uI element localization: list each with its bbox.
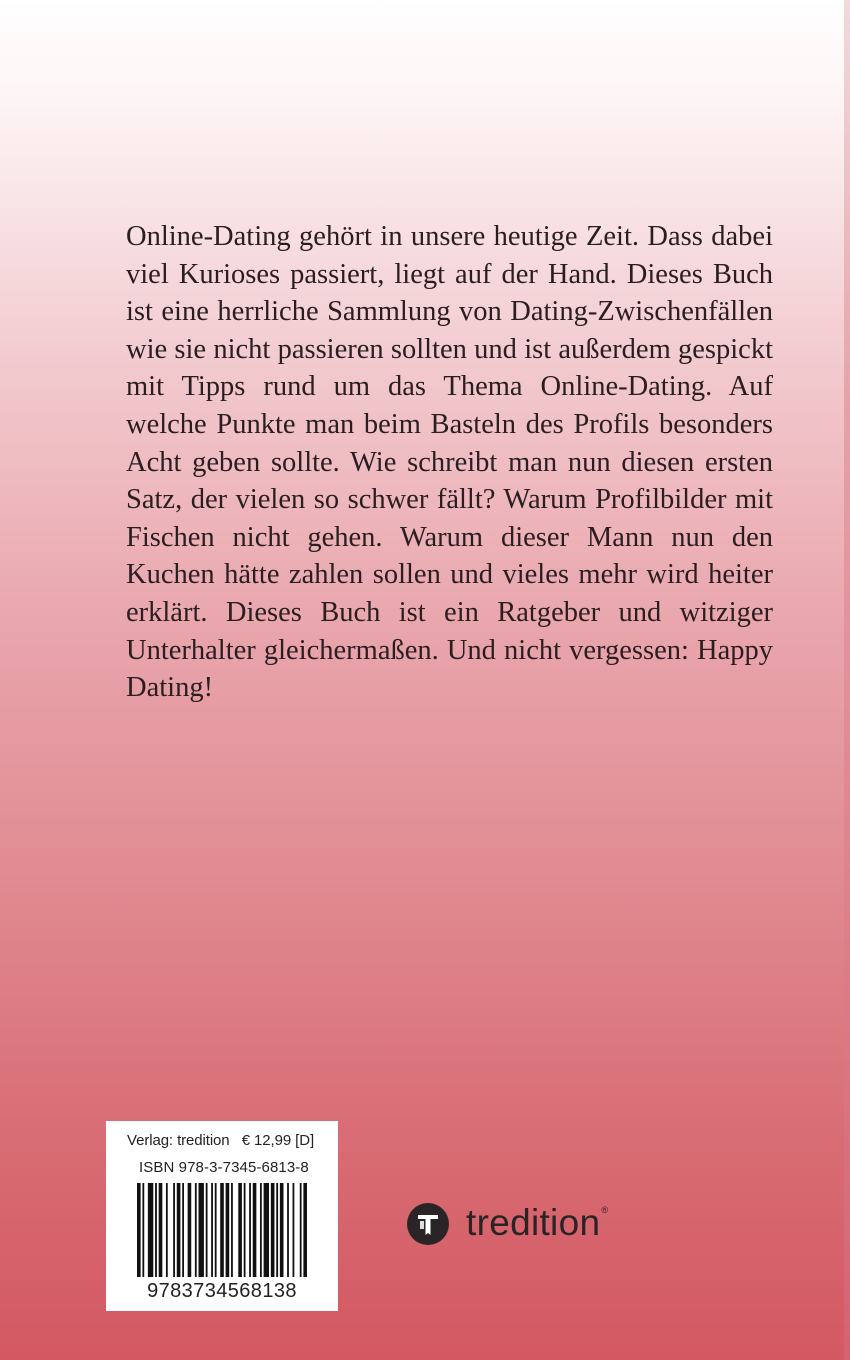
barcode-bar bbox=[198, 1183, 203, 1277]
barcode-bar bbox=[300, 1183, 302, 1277]
tredition-book-icon bbox=[406, 1202, 450, 1246]
barcode-bar bbox=[238, 1183, 242, 1277]
barcode-bars bbox=[137, 1183, 307, 1277]
cover-edge bbox=[844, 0, 850, 1360]
barcode-bar bbox=[177, 1183, 181, 1277]
barcode-bar bbox=[264, 1183, 269, 1277]
barcode-bar bbox=[244, 1183, 246, 1277]
barcode-bar bbox=[137, 1183, 141, 1277]
barcode-bar bbox=[206, 1183, 208, 1277]
barcode-bar bbox=[249, 1183, 251, 1277]
barcode-bar bbox=[303, 1183, 307, 1277]
barcode-bar bbox=[293, 1183, 295, 1277]
barcode-bar bbox=[260, 1183, 262, 1277]
barcode-bar bbox=[142, 1183, 144, 1277]
barcode-bar bbox=[215, 1183, 217, 1277]
barcode-bar bbox=[271, 1183, 275, 1277]
back-cover-blurb: Online-Dating gehört in unsere heutige Zeit. Dass dabei viel Kurioses passiert, liegt auf der Hand. Dieses Buch ist eine herrliche Sammlung von Dating-Zwischenfällen wie sie nicht passieren sollten und ist außerdem gespickt mit Tipps rund um das Thema Online-Dating. Auf welche Punkte man beim Basteln des Profils besonders Acht geben sollte. Wie schreibt man nun diesen ersten Satz, der vielen so schwer fällt? Warum Profilbilder mit Fischen nicht gehen. Warum dieser Mann nun den Kuchen hätte zahlen sollen und vieles mehr wird heiter erklärt. Dieses Buch ist ein Ratgeber und witziger Unterhalter gleichermaßen. Und nicht vergessen: Happy Dating! bbox=[126, 221, 773, 704]
barcode-bar bbox=[195, 1183, 197, 1277]
barcode-bar bbox=[253, 1183, 257, 1277]
publisher-name: tredition bbox=[466, 1202, 601, 1243]
barcode-bar bbox=[166, 1183, 168, 1277]
barcode-bar bbox=[173, 1183, 175, 1277]
barcode-bar bbox=[211, 1183, 213, 1277]
publisher-price: Verlag: tredition € 12,99 [D] bbox=[127, 1132, 315, 1149]
barcode-bar bbox=[188, 1183, 192, 1277]
barcode-bar bbox=[287, 1183, 289, 1277]
barcode-box bbox=[106, 1121, 338, 1311]
barcode-bar bbox=[231, 1183, 233, 1277]
barcode-bar bbox=[159, 1183, 163, 1277]
barcode-bar bbox=[276, 1183, 278, 1277]
barcode-bar bbox=[182, 1183, 184, 1277]
registered-mark: ® bbox=[601, 1205, 608, 1215]
barcode-bar bbox=[226, 1183, 230, 1277]
barcode-digits: 9783734568138 bbox=[147, 1280, 297, 1302]
isbn-label: ISBN 978-3-7345-6813-8 bbox=[139, 1159, 309, 1176]
barcode-bar bbox=[220, 1183, 224, 1277]
barcode-bar bbox=[148, 1183, 153, 1277]
barcode-bar bbox=[155, 1183, 157, 1277]
publisher-logo bbox=[406, 1199, 608, 1249]
barcode-bar bbox=[280, 1183, 284, 1277]
